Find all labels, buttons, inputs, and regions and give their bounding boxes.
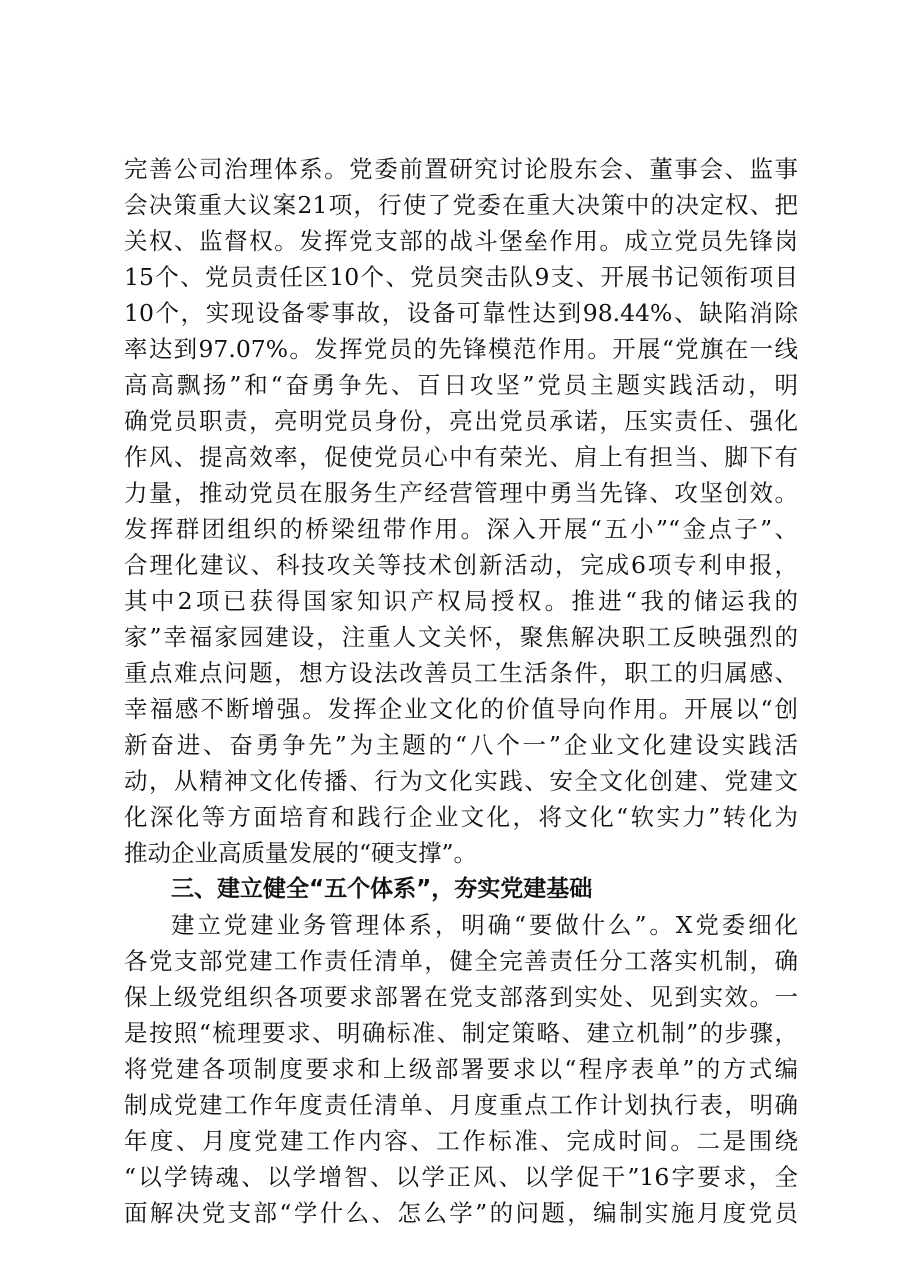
body-text-line: 率达到97.07%。发挥党员的先锋模范作用。开展“党旗在一线 <box>124 335 798 363</box>
body-text-line: “以学铸魂、以学增智、以学正风、以学促干”16字要求，全 <box>124 1163 798 1191</box>
body-text-line: 年度、月度党建工作内容、工作标准、完成时间。二是围绕 <box>124 1127 798 1155</box>
body-text-line: 15个、党员责任区10个、党员突击队9支、开展书记领衔项目 <box>124 263 798 291</box>
body-text-line: 推动企业高质量发展的“硬支撑”。 <box>124 839 478 867</box>
body-text-line: 高高飘扬”和“奋勇争先、百日攻坚”党员主题实践活动，明 <box>124 371 798 399</box>
section-heading: 三、建立健全“五个体系”，夯实党建基础 <box>171 876 593 902</box>
body-text-line: 合理化建议、科技攻关等技术创新活动，完成6项专利申报， <box>124 551 798 579</box>
body-text-line: 会决策重大议案21项，行使了党委在重大决策中的决定权、把 <box>124 191 798 219</box>
body-text-line: 动，从精神文化传播、行为文化实践、安全文化创建、党建文 <box>124 767 798 795</box>
body-text-line: 重点难点问题，想方设法改善员工生活条件，职工的归属感、 <box>124 659 798 687</box>
body-text-line: 将党建各项制度要求和上级部署要求以“程序表单”的方式编 <box>124 1055 798 1083</box>
body-text-line: 化深化等方面培育和践行企业文化，将文化“软实力”转化为 <box>124 803 798 831</box>
body-text-line: 其中2项已获得国家知识产权局授权。推进“我的储运我的 <box>124 587 798 615</box>
body-text-line: 作风、提高效率，促使党员心中有荣光、肩上有担当、脚下有 <box>124 443 798 471</box>
body-text-line: 建立党建业务管理体系，明确“要做什么”。X党委细化 <box>171 911 798 939</box>
body-text-line: 各党支部党建工作责任清单，健全完善责任分工落实机制，确 <box>124 947 798 975</box>
body-text-line: 是按照“梳理要求、明确标准、制定策略、建立机制”的步骤， <box>124 1019 798 1047</box>
body-text-line: 确党员职责，亮明党员身份，亮出党员承诺，压实责任、强化 <box>124 407 798 435</box>
body-text-line: 关权、监督权。发挥党支部的战斗堡垒作用。成立党员先锋岗 <box>124 227 798 255</box>
body-text-line: 面解决党支部“学什么、怎么学”的问题，编制实施月度党员 <box>124 1199 798 1227</box>
body-text-line: 幸福感不断增强。发挥企业文化的价值导向作用。开展以“创 <box>124 695 798 723</box>
body-text-line: 制成党建工作年度责任清单、月度重点工作计划执行表，明确 <box>124 1091 798 1119</box>
body-text-line: 家”幸福家园建设，注重人文关怀，聚焦解决职工反映强烈的 <box>124 623 798 651</box>
body-text-line: 保上级党组织各项要求部署在党支部落到实处、见到实效。一 <box>124 983 798 1011</box>
body-text-line: 新奋进、奋勇争先”为主题的“八个一”企业文化建设实践活 <box>124 731 798 759</box>
body-text-line: 力量，推动党员在服务生产经营管理中勇当先锋、攻坚创效。 <box>124 479 798 507</box>
body-text-line: 10个，实现设备零事故，设备可靠性达到98.44%、缺陷消除 <box>124 299 798 327</box>
body-text-line: 完善公司治理体系。党委前置研究讨论股东会、董事会、监事 <box>124 155 798 183</box>
body-text-line: 发挥群团组织的桥梁纽带作用。深入开展“五小”“金点子”、 <box>124 515 798 543</box>
